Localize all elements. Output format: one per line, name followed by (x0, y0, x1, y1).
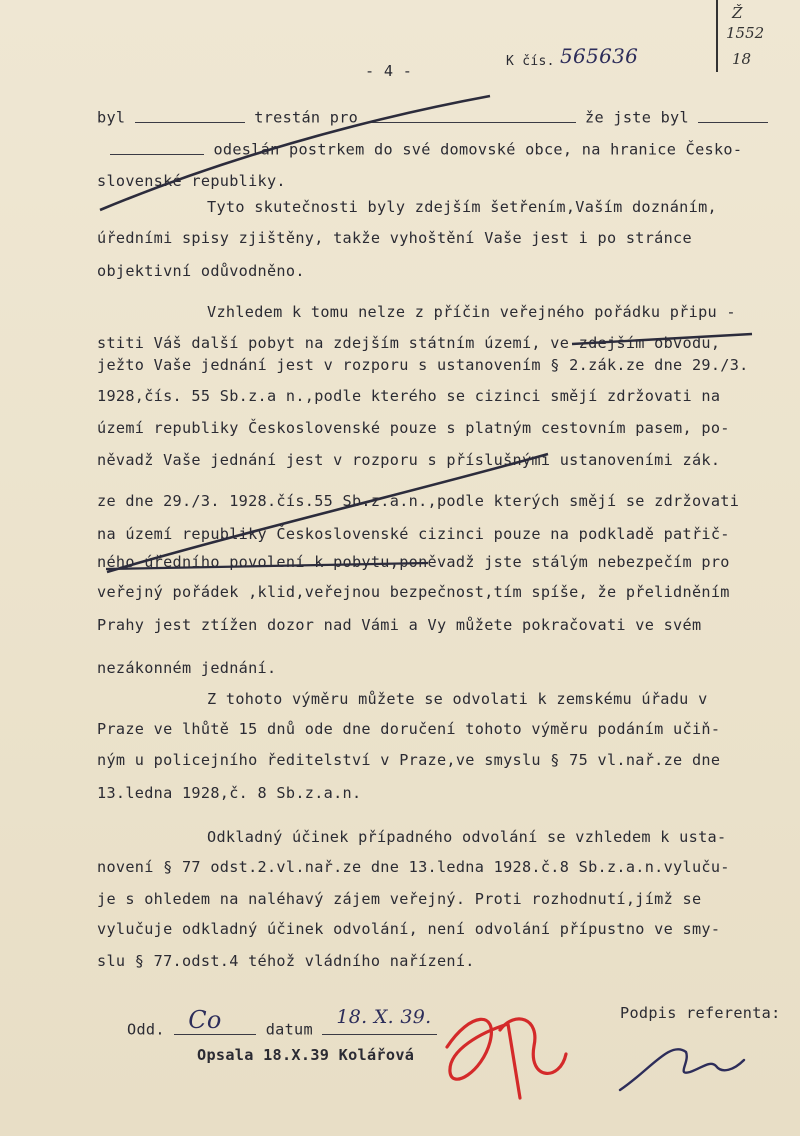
body-line-15: nezákonném jednání. (97, 659, 277, 677)
signature-label: Podpis referenta: (620, 1004, 781, 1022)
crossed-line-3: slovenské republiky. (97, 172, 286, 190)
footer-odd-row (127, 1006, 437, 1039)
body-line-4: Vzhledem k tomu nelze z příčin veřejného pořádku připu - (207, 303, 736, 321)
datum-value: 18. X. 39. (336, 1006, 432, 1028)
body-line-20: Odkladný účinek případného odvolání se vzhledem k usta- (207, 828, 727, 846)
crossed-text-odeslan: odeslán postrkem do své domovské obce, na hranice Česko- (213, 140, 743, 159)
crossed-line-1 (97, 108, 768, 127)
odd-value: Co (188, 1006, 222, 1034)
reference-label: K čís. (506, 54, 555, 69)
crossed-text-ze-jste-byl: že jste byl (585, 108, 689, 127)
body-line-13: veřejný pořádek ,klid,veřejnou bezpečnost,tím spíše, že přelidněním (97, 583, 730, 601)
stamp-line-1: Ž (732, 4, 743, 22)
crossed-text-byl: byl (97, 108, 126, 127)
stamp-line-3: 18 (732, 50, 752, 68)
body-line-24: slu § 77.odst.4 téhož vládního nařízení. (97, 952, 475, 970)
crossed-text-trestan: trestán pro (254, 108, 359, 127)
referent-signature (620, 1049, 744, 1090)
body-line-1: Tyto skutečnosti byly zdejším šetřením,Vaším doznáním, (207, 198, 717, 216)
odd-label: Odd. (127, 1020, 165, 1039)
page-number: - 4 - (365, 62, 413, 80)
typed-by: Opsala 18.X.39 Kolářová (197, 1046, 415, 1064)
body-line-14: Prahy jest ztížen dozor nad Vámi a Vy můžete pokračovati ve svém (97, 616, 702, 634)
body-line-2: úředními spisy zjištěny, takže vyhoštění Vaše jest i po stránce (97, 229, 692, 247)
reference-number: 565636 (560, 44, 639, 68)
stamp-line-2: 1552 (726, 24, 765, 42)
body-line-10: ze dne 29./3. 1928.čís.55 Sb.z.a.n.,podle kterých smějí se zdržovati (97, 492, 740, 510)
body-line-22: je s ohledem na naléhavý zájem veřejný. Proti rozhodnutí,jímž se (97, 890, 702, 908)
body-line-9: něvadž Vaše jednání jest v rozporu s příslušnými ustanoveními zák. (97, 451, 721, 469)
body-line-18: ným u policejního ředitelství v Praze,ve smyslu § 75 vl.nař.ze dne (97, 751, 721, 769)
body-line-8: území republiky Československé pouze s platným cestovním pasem, po- (97, 419, 730, 437)
crossed-line-2 (110, 140, 742, 159)
body-line-6: ježto Vaše jednání jest v rozporu s ustanovením § 2.zák.ze dne 29./3. (97, 356, 749, 374)
body-line-19: 13.ledna 1928,č. 8 Sb.z.a.n. (97, 784, 362, 802)
body-line-11: na území republiky Československé cizinci pouze na podkladě patřič- (97, 525, 730, 543)
body-line-16: Z tohoto výměru můžete se odvolati k zemskému úřadu v (207, 690, 708, 708)
red-ink-initials (447, 1019, 566, 1098)
body-line-5: stiti Váš další pobyt na zdejším státním území, ve zdejším obvodu, (97, 334, 721, 352)
body-line-17: Praze ve lhůtě 15 dnů ode dne doručení tohoto výměru podáním učiň- (97, 720, 721, 738)
body-line-23: vylučuje odkladný účinek odvolání, není odvolání přípustno ve smy- (97, 920, 721, 938)
body-line-7: 1928,čís. 55 Sb.z.a n.,podle kterého se cizinci smějí zdržovati na (97, 387, 721, 405)
body-line-3: objektivní odůvodněno. (97, 262, 305, 280)
body-line-21: novení § 77 odst.2.vl.nař.ze dne 13.ledna 1928.č.8 Sb.z.a.n.vyluču- (97, 858, 730, 876)
body-line-12: ného úředního povolení k pobytu,poněvadž jste stálým nebezpečím pro (97, 553, 730, 571)
registry-stamp (716, 0, 788, 72)
datum-label: datum (265, 1020, 313, 1039)
